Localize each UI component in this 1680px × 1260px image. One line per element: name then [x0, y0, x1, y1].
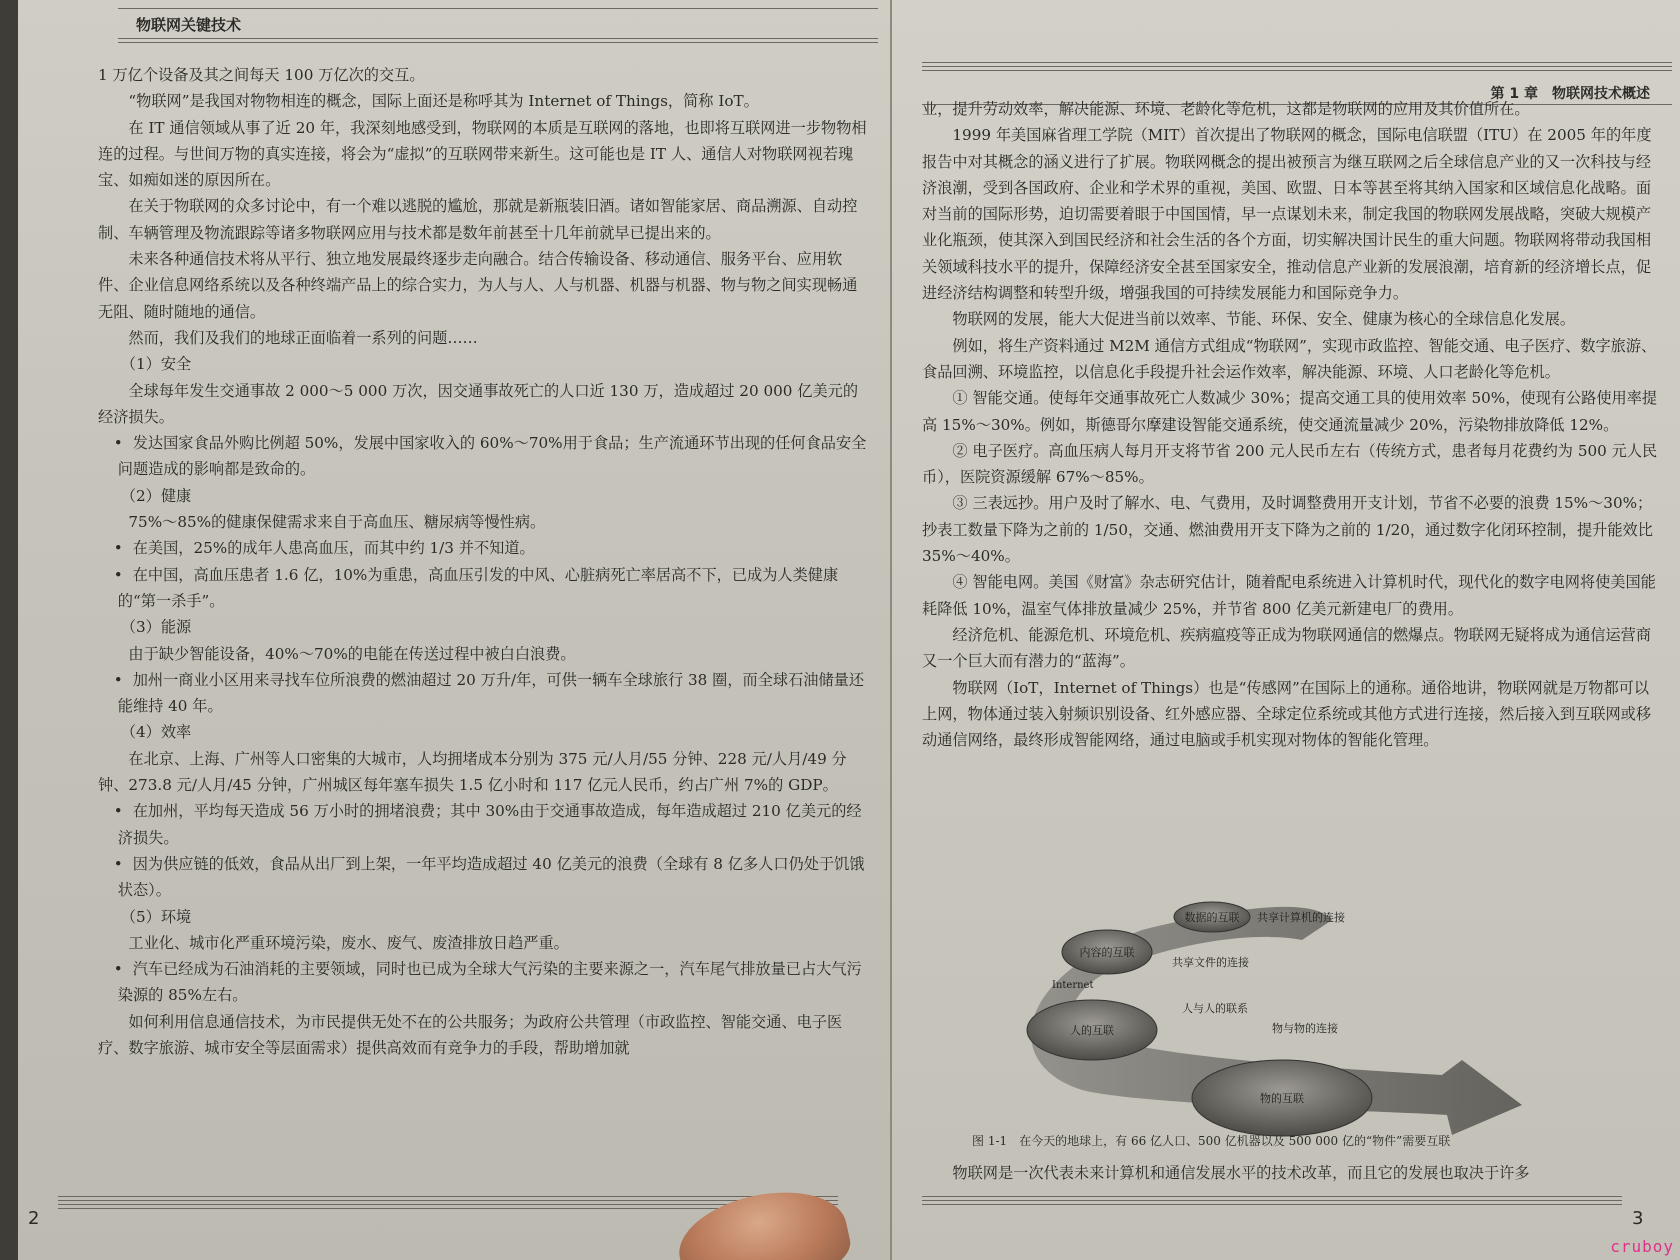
paragraph: 经济危机、能源危机、环境危机、疾病瘟疫等正成为物联网通信的燃爆点。物联网无疑将成为通信运营商又一个巨大而有潜力的“蓝海”。	[922, 625, 1652, 671]
paragraph: ④ 智能电网。美国《财富》杂志研究估计，随着配电系统进入计算机时代，现代化的数字电网将使美国能耗降低 10%，温室气体排放量减少 25%，并节省 800 亿美元新建电厂的费用。	[922, 573, 1656, 618]
section-heading: （5）环境	[120, 907, 192, 926]
body-text	[922, 96, 1662, 753]
paragraph: “物联网”是我国对物物相连的概念，国际上面还是称呼其为 Internet of Things，简称 IoT。	[128, 92, 759, 111]
bullet-item: • 在加州，平均每天造成 56 万小时的拥堵浪费；其中 30%由于交通事故造成，每年造成超过 210 亿美元的经济损失。	[98, 798, 868, 851]
header-rule-lower	[118, 38, 878, 46]
paragraph: 全球每年发生交通事故 2 000～5 000 万次，因交通事故死亡的人口近 130 万，造成超过 20 000 亿美元的经济损失。	[98, 381, 859, 426]
page-number: 2	[28, 1208, 40, 1229]
bullet-item: • 因为供应链的低效，食品从出厂到上架，一年平均造成超过 40 亿美元的浪费（全球有 8 亿多人口仍处于饥饿状态）。	[98, 851, 868, 904]
running-header: 第 1 章 物联网技术概述	[1490, 86, 1650, 102]
right-page	[892, 0, 1680, 1260]
body-text	[98, 62, 868, 1061]
internet-label: Internet	[1052, 980, 1094, 991]
paragraph: 由于缺少智能设备，40%～70%的电能在传送过程中被白白浪费。	[128, 644, 576, 663]
bullet-item: • 在中国，高血压患者 1.6 亿，10%为重患，高血压引发的中风、心脏病死亡率居高不下，已成为人类健康的“第一杀手”。	[98, 562, 868, 615]
paragraph: 工业化、城市化严重环境污染，废水、废气、废渣排放日趋严重。	[128, 933, 569, 952]
paragraph: 未来各种通信技术将从平行、独立地发展最终逐步走向融合。结合传输设备、移动通信、服务平台、应用软件、企业信息网络系统以及各种终端产品上的综合实力，为人与人、人与机器、机器与机器、物与物之间实现畅通无阻、随时随地的通信。	[98, 250, 858, 321]
header-rule	[922, 62, 1672, 74]
share-files-label: 共享文件的连接	[1172, 956, 1249, 969]
things-link-label: 物与物的连接	[1272, 1022, 1338, 1035]
bullet-item: • 加州一商业小区用来寻找车位所浪费的燃油超过 20 万升/年，可供一辆车全球旅行 38 圈，而全球石油储量还能维持 40 年。	[98, 667, 868, 720]
paragraph: 如何利用信息通信技术，为市民提供无处不在的公共服务；为政府公共管理（市政监控、智能交通、电子医疗、数字旅游、城市安全等层面需求）提供高效而有竞争力的手段，帮助增加就	[98, 1012, 843, 1057]
paragraph: 物联网的发展，能大大促进当前以效率、节能、环保、安全、健康为核心的全球信息化发展。	[952, 310, 1576, 329]
paragraph: 1999 年美国麻省理工学院（MIT）首次提出了物联网的概念，国际电信联盟（ITU）在 2005 年的年度报告中对其概念的涵义进行了扩展。物联网概念的提出被预言为继互联网之后全球信息产业的又一次科技与经济浪潮，受到各国政府、企业和学术界的重视，美国、欧盟、日本等甚至将其纳入国家和区域信息化战略。面对当前的国际形势，迫切需要着眼于中国国情，早一点谋划未来，制定我国的物联网发展战略，突破大规模产业化瓶颈，使其深入到国民经济和社会生活的各个方面，切实解决国计民生的重大问题。物联网将带动我国相关领域科技水平的提升，保障经济安全甚至国家安全，推动信息产业新的发展浪潮，培育新的经济增长点，促进经济结构调整和转型升级，增强我国的可持续发展能力和国际竞争力。	[922, 126, 1652, 303]
closing-text: 物联网是一次代表未来计算机和通信发展水平的技术改革，而且它的发展也取决于许多	[952, 1164, 1530, 1182]
figure-1-1	[1002, 900, 1602, 1150]
running-header: 物联网关键技术	[136, 16, 242, 34]
header-rule	[118, 8, 878, 12]
paragraph: 在 IT 通信领域从事了近 20 年，我深刻地感受到，物联网的本质是互联网的落地，也即将互联网进一步物物相连的过程。与世间万物的真实连接，将会为“虚拟”的互联网带来新生。这可能也是 IT 人、通信人对物联网视若瑰宝、如痴如迷的原因所在。	[98, 118, 867, 190]
share-compute-label: 共享计算机的连接	[1257, 911, 1345, 924]
paragraph: 在关于物联网的众多讨论中，有一个难以逃脱的尴尬，那就是新瓶装旧酒。诸如智能家居、商品溯源、自动控制、车辆管理及物流跟踪等诸多物联网应用与技术都是数年前甚至十几年前就早已提出来的。	[98, 197, 858, 242]
section-heading: （2）健康	[120, 486, 192, 505]
section-heading: （4）效率	[120, 723, 192, 742]
things-net-label: 物的互联	[1260, 1092, 1304, 1105]
page-number: 3	[1632, 1208, 1644, 1229]
left-page	[18, 0, 892, 1260]
paragraph: ② 电子医疗。高血压病人每月开支将节省 200 元人民币左右（传统方式，患者每月花费约为 500 元人民币），医院资源缓解 67%～85%。	[922, 441, 1658, 487]
paragraph: 1 万亿个设备及其之间每天 100 万亿次的交互。	[98, 66, 425, 84]
paragraph: 在北京、上海、广州等人口密集的大城市，人均拥堵成本分别为 375 元/人月/55 分钟、228 元/人月/49 分钟、273.8 元/人月/45 分钟，广州城区每年塞车损失 1.5 亿小时和 117 亿元人民币，约占广州 7%的 GDP。	[98, 749, 847, 795]
footer-rule	[922, 1196, 1622, 1208]
section-heading: （3）能源	[120, 618, 192, 637]
watermark: cruboy	[1610, 1237, 1674, 1256]
people-net-label: 人的互联	[1070, 1024, 1114, 1037]
figure-caption: 图 1-1 在今天的地球上，有 66 亿人口、500 亿机器以及 500 000 亿的“物件”需要互联	[972, 1134, 1451, 1148]
paragraph: 业，提升劳动效率，解决能源、环境、老龄化等危机，这都是物联网的应用及其价值所在。	[922, 100, 1530, 118]
data-net-label: 数据的互联	[1184, 911, 1240, 924]
paragraph: 然而，我们及我们的地球正面临着一系列的问题……	[128, 328, 478, 347]
content-net-label: 内容的互联	[1079, 946, 1135, 959]
paragraph: ① 智能交通。使每年交通事故死亡人数减少 30%；提高交通工具的使用效率 50%，使现有公路使用率提高 15%～30%。例如，斯德哥尔摩建设智能交通系统，使交通流量减少 20%，污染物排放降低 12%。	[922, 389, 1658, 434]
paragraph: 例如，将生产资料通过 M2M 通信方式组成“物联网”，实现市政监控、智能交通、电子医疗、数字旅游、食品回溯、环境监控，以信息化手段提升社会运作效率，解决能源、环境、人口老龄化等危机。	[922, 336, 1657, 381]
closing-line	[922, 1160, 1662, 1186]
thumb-photo	[671, 1178, 856, 1260]
bullet-item: • 汽车已经成为石油消耗的主要领域，同时也已成为全球大气污染的主要来源之一，汽车尾气排放量已占大气污染源的 85%左右。	[98, 956, 868, 1009]
people-link-label: 人与人的联系	[1182, 1002, 1248, 1015]
section-heading: （1）安全	[120, 355, 192, 374]
bullet-item: • 发达国家食品外购比例超 50%，发展中国家收入的 60%～70%用于食品；生产流通环节出现的任何食品安全问题造成的影响都是致命的。	[98, 430, 868, 483]
paragraph: ③ 三表远抄。用户及时了解水、电、气费用，及时调整费用开支计划，节省不必要的浪费 15%～30%；抄表工数量下降为之前的 1/50，交通、燃油费用开支下降为之前的 1/20，通过数字化闭环控制，提升能效比 35%～40%。	[922, 494, 1653, 566]
bullet-item: • 在美国，25%的成年人患高血压，而其中约 1/3 并不知道。	[98, 535, 868, 561]
paragraph: 75%～85%的健康保健需求来自于高血压、糖尿病等慢性病。	[128, 513, 546, 532]
paragraph: 物联网（IoT，Internet of Things）也是“传感网”在国际上的通称。通俗地讲，物联网就是万物都可以上网，物体通过装入射频识别设备、红外感应器、全球定位系统或其他方式进行连接，然后接入到互联网或移动通信网络，最终形成智能网络，通过电脑或手机实现对物体的智能化管理。	[922, 678, 1651, 750]
